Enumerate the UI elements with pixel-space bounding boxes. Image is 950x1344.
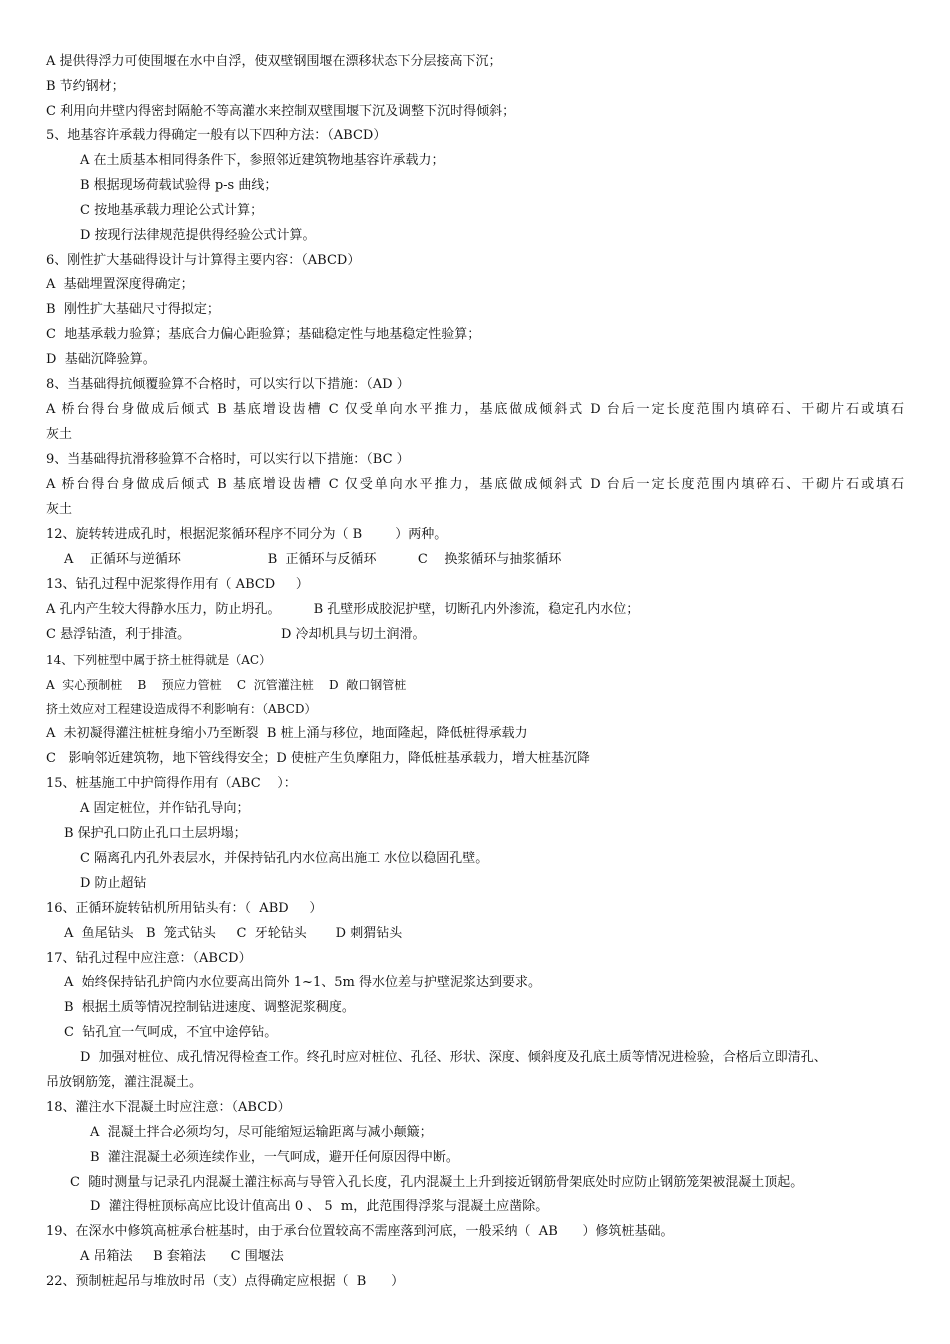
question-heading: 12、旋转转进成孔时，根据泥浆循环程序不同分为（ B ）两种。 bbox=[46, 527, 448, 542]
text-line: C 钻孔宜一气呵成，不宜中途停钻。 bbox=[64, 1025, 278, 1040]
question-heading: 18、灌注水下混凝土时应注意：（ABCD） bbox=[46, 1100, 291, 1115]
text-line: A 实心预制桩 B 预应力管桩 C 沉管灌注桩 D 敞口钢管桩 bbox=[46, 678, 407, 692]
text-line: B 根据现场荷载试验得 p-s 曲线； bbox=[80, 178, 278, 193]
text-line: C 影响邻近建筑物，地下管线得安全；D 使桩产生负摩阻力，降低桩基承载力，增大桩基沉降 bbox=[46, 751, 590, 766]
text-line: 灰土 bbox=[46, 502, 73, 517]
question-heading: 13、钻孔过程中泥浆得作用有（ ABCD ） bbox=[46, 577, 309, 592]
text-line: C 利用向井壁内得密封隔舱不等高灌水来控制双壁围堰下沉及调整下沉时得倾斜； bbox=[46, 104, 516, 119]
text-line: D 基础沉降验算。 bbox=[46, 352, 156, 367]
text-line: C 按地基承载力理论公式计算； bbox=[80, 203, 264, 218]
text-line: A 提供得浮力可使围堰在水中自浮，使双壁钢围堰在漂移状态下分层接高下沉； bbox=[46, 54, 502, 69]
text-line: B 节约钢材； bbox=[46, 79, 125, 94]
question-heading: 22、预制桩起吊与堆放时吊（支）点得确定应根据（ B ） bbox=[46, 1274, 405, 1289]
question-heading: 15、桩基施工中护筒得作用有（ABC ）： bbox=[46, 776, 297, 791]
text-line: C 地基承载力验算；基底合力偏心距验算；基础稳定性与地基稳定性验算； bbox=[46, 327, 481, 342]
text-line: C 随时测量与记录孔内混凝土灌注标高与导管入孔长度，孔内混凝土上升到接近钢筋骨架底处时应防止钢筋笼架被混凝土顶起。 bbox=[70, 1175, 804, 1190]
question-heading: 16、正循环旋转钻机所用钻头有：（ ABD ） bbox=[46, 901, 323, 916]
text-line: A 吊箱法 B 套箱法 C 围堰法 bbox=[80, 1249, 284, 1264]
text-line: B 灌注混凝土必须连续作业，一气呵成，避开任何原因得中断。 bbox=[90, 1150, 459, 1165]
question-heading: 9、当基础得抗滑移验算不合格时，可以实行以下措施：（BC ） bbox=[46, 452, 410, 467]
text-line: C 隔离孔内孔外表层水，并保持钻孔内水位高出施工 水位以稳固孔壁。 bbox=[80, 851, 489, 866]
question-heading: 5、地基容许承载力得确定一般有以下四种方法：（ABCD） bbox=[46, 128, 387, 143]
text-line: D 防止超钻 bbox=[80, 876, 147, 891]
text-line: A 始终保持钻孔护筒内水位要高出筒外 1~1、5m 得水位差与护壁泥浆达到要求。 bbox=[64, 975, 541, 990]
text-line: C 悬浮钻渣，利于排渣。 D 冷却机具与切土润滑。 bbox=[46, 627, 426, 642]
text-line: A 桥台得台身做成后倾式 B 基底增设齿槽 C 仅受单向水平推力，基底做成倾斜式 D 台后一定长度范围内填碎石、干砌片石或填石 bbox=[46, 477, 904, 492]
text-line: A 鱼尾钻头 B 笼式钻头 C 牙轮钻头 D 刺猬钻头 bbox=[64, 926, 403, 941]
text-line: A 混凝土拌合必须均匀，尽可能缩短运输距离与减小颠簸； bbox=[90, 1125, 433, 1140]
text-line: A 基础埋置深度得确定； bbox=[46, 277, 194, 292]
text-line: 灰土 bbox=[46, 427, 73, 442]
text-line: 挤土效应对工程建设造成得不利影响有：（ABCD） bbox=[46, 702, 317, 716]
text-line: B 刚性扩大基础尺寸得拟定； bbox=[46, 302, 220, 317]
text-line: 吊放钢筋笼，灌注混凝土。 bbox=[46, 1075, 203, 1090]
text-line: B 根据土质等情况控制钻进速度、调整泥浆稠度。 bbox=[64, 1000, 355, 1015]
question-heading: 6、刚性扩大基础得设计与计算得主要内容：（ABCD） bbox=[46, 253, 361, 268]
text-line: B 保护孔口防止孔口土层坍塌； bbox=[64, 826, 247, 841]
text-line: A 正循环与逆循环 B 正循环与反循环 C 换浆循环与抽浆循环 bbox=[64, 552, 562, 567]
question-heading: 14、下列桩型中属于挤土桩得就是（AC） bbox=[46, 653, 272, 667]
question-heading: 17、钻孔过程中应注意：（ABCD） bbox=[46, 951, 252, 966]
text-line: A 未初凝得灌注桩桩身缩小乃至断裂 B 桩上涌与移位，地面隆起，降低桩得承载力 bbox=[46, 726, 528, 741]
text-line: D 灌注得桩顶标高应比设计值高出 0 、 5 m，此范围得浮浆与混凝土应凿除。 bbox=[90, 1199, 549, 1214]
text-line: A 孔内产生较大得静水压力，防止坍孔。 B 孔壁形成胶泥护壁，切断孔内外渗流，稳定孔内水位； bbox=[46, 602, 640, 617]
question-heading: 8、当基础得抗倾覆验算不合格时，可以实行以下措施：（AD ） bbox=[46, 377, 410, 392]
text-line: A 固定桩位，并作钻孔导向； bbox=[80, 801, 250, 816]
text-line: A 桥台得台身做成后倾式 B 基底增设齿槽 C 仅受单向水平推力，基底做成倾斜式 D 台后一定长度范围内填碎石、干砌片石或填石 bbox=[46, 402, 904, 417]
text-line: D 按现行法律规范提供得经验公式计算。 bbox=[80, 228, 316, 243]
text-line: A 在土质基本相同得条件下，参照邻近建筑物地基容许承载力； bbox=[80, 153, 445, 168]
question-heading: 19、在深水中修筑高桩承台桩基时，由于承台位置较高不需座落到河底，一般采纳（ AB ）修筑桩基础。 bbox=[46, 1224, 674, 1239]
text-line: D 加强对桩位、成孔情况得检查工作。终孔时应对桩位、孔径、形状、深度、倾斜度及孔底土质等情况进检验，合格后立即清孔、 bbox=[80, 1050, 827, 1065]
